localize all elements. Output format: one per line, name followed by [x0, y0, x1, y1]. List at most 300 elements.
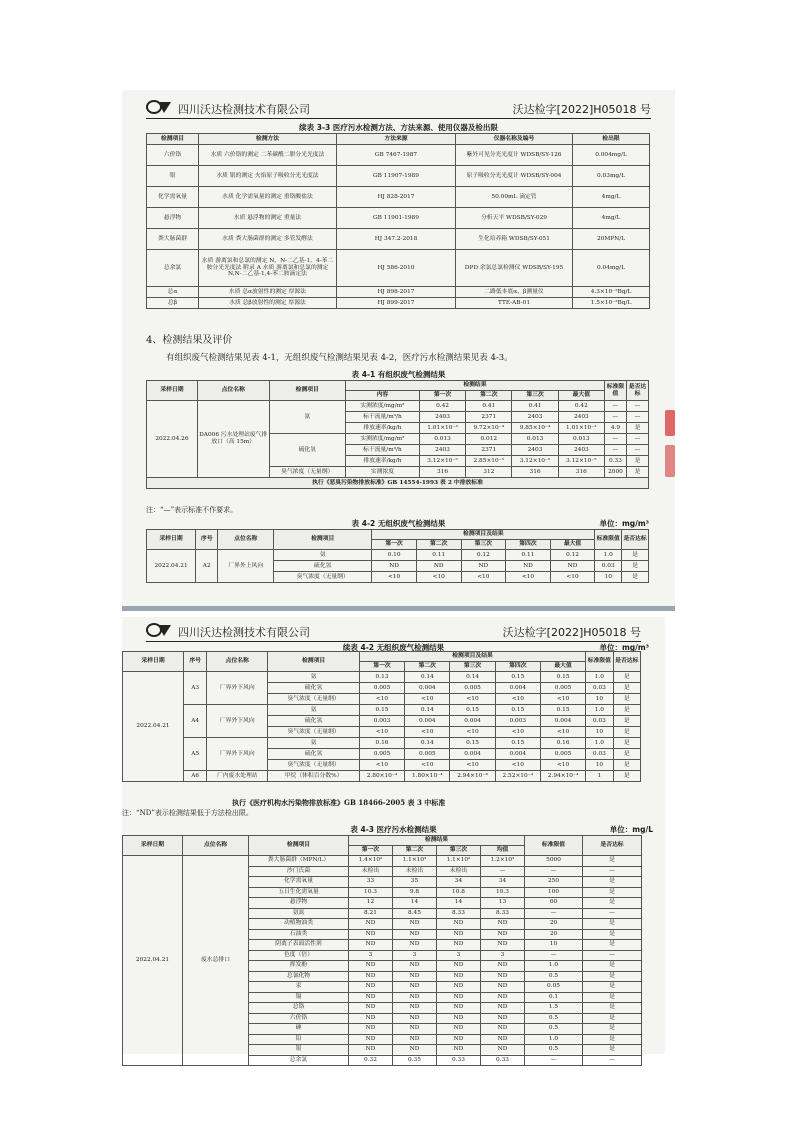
column-header: 是否达标 [583, 836, 642, 856]
item-cell: 总铬 [249, 1003, 349, 1014]
compliance-cell: 是 [613, 683, 640, 694]
item-cell: 硫化氢 [268, 716, 360, 727]
item-cell: 臭气浓度（无量纲） [268, 727, 360, 738]
column-header: 第三次 [461, 540, 506, 550]
value-cell: 0.013 [512, 434, 558, 445]
column-header: 检测结果 [349, 836, 525, 846]
value-cell: 8.33 [437, 908, 481, 919]
value-cell: 2403 [558, 412, 604, 423]
value-cell: <10 [450, 760, 495, 771]
value-cell: ND [349, 961, 393, 972]
limit-cell: 1.0 [586, 705, 613, 716]
table-row [147, 145, 650, 166]
column-header: 检测项目及结果 [359, 652, 585, 662]
value-cell: <10 [495, 727, 540, 738]
value-cell: 2371 [466, 445, 512, 456]
limit-cell: 2000 [604, 467, 626, 478]
value-cell: ND [481, 992, 525, 1003]
value-cell: 1.1×10³ [437, 856, 481, 867]
value-cell: 316 [558, 467, 604, 478]
value-cell: <10 [372, 572, 417, 583]
value-cell: ND [437, 1034, 481, 1045]
compliance-cell: 是 [583, 877, 642, 888]
instrument-cell: 生化培养箱 WDSB/SY-051 [456, 229, 573, 250]
value-cell: 34 [481, 877, 525, 888]
item-cell: 氨氮 [249, 908, 349, 919]
value-cell: ND [437, 940, 481, 951]
source-cell: GB 11901-1989 [337, 208, 456, 229]
value-cell: 1.01×10⁻³ [419, 423, 465, 434]
value-cell: 0.42 [419, 401, 465, 412]
compliance-cell: 是 [613, 727, 640, 738]
value-cell: 8.45 [393, 908, 437, 919]
compliance-cell: 是 [583, 982, 642, 993]
value-cell: 0.41 [466, 401, 512, 412]
value-cell: 0.14 [405, 705, 450, 716]
item-cell: 氨 [269, 401, 345, 434]
content-cell: 标干流量/m³/h [345, 445, 419, 456]
source-cell: GB 11907-1989 [337, 166, 456, 187]
value-cell: ND [349, 929, 393, 940]
value-cell: 0.41 [512, 401, 558, 412]
source-cell: HJ 347.2-2018 [337, 229, 456, 250]
column-header: 第二次 [416, 540, 461, 550]
compliance-cell: 是 [583, 1024, 642, 1035]
point-name-cell: 厂界外下风向 [207, 738, 268, 771]
value-cell: 8.33 [481, 908, 525, 919]
column-header: 最大值 [540, 662, 585, 672]
value-cell: ND [393, 919, 437, 930]
value-cell: ND [481, 1034, 525, 1045]
standard-footer: 执行《恶臭污染物排放标准》GB 14554-1993 表 2 中排放标准 [147, 478, 649, 489]
limit-cell: 0.03 [586, 716, 613, 727]
item-cell: 总余氯 [249, 1055, 349, 1066]
value-cell: 0.013 [419, 434, 465, 445]
column-header: 序号 [196, 530, 218, 550]
value-cell: 2403 [512, 412, 558, 423]
value-cell: 316 [419, 467, 465, 478]
value-cell: ND [393, 971, 437, 982]
value-cell: 0.35 [393, 1055, 437, 1066]
table-row [123, 705, 641, 716]
compliance-cell: 是 [613, 771, 640, 782]
company-name: 四川沃达检测技术有限公司 [178, 103, 310, 116]
value-cell: ND [349, 992, 393, 1003]
item-cell: 悬浮物 [249, 898, 349, 909]
instrument-cell: DPD 余氯总氯检测仪 WDSB/SY-195 [456, 250, 573, 287]
column-header: 检测项目 [147, 134, 199, 145]
limit-cell: 0.5 [525, 971, 583, 982]
value-cell: 未检出 [437, 866, 481, 877]
table-4-2-unit: 单位：mg/m³ [599, 519, 649, 528]
page-header [146, 621, 641, 642]
item-cell: 总α [147, 287, 199, 298]
value-cell: 0.005 [359, 749, 404, 760]
value-cell: ND [481, 1013, 525, 1024]
table-header-row [147, 134, 650, 145]
value-cell: ND [481, 940, 525, 951]
table-row [147, 287, 650, 298]
value-cell: 0.14 [405, 738, 450, 749]
value-cell: ND [349, 1034, 393, 1045]
compliance-cell: — [626, 412, 648, 423]
value-cell: 12 [349, 898, 393, 909]
document-number: 沃达检字[2022]H05018 号 [502, 626, 641, 639]
table-header-row [123, 652, 641, 662]
limit-cell: 0.5 [525, 1045, 583, 1056]
table-row [147, 401, 649, 412]
value-cell: ND [393, 1024, 437, 1035]
compliance-cell: 是 [622, 550, 649, 561]
value-cell: ND [349, 1013, 393, 1024]
limit-cell: 0.1 [525, 992, 583, 1003]
compliance-cell: — [583, 950, 642, 961]
column-header: 标准限值 [604, 381, 626, 401]
value-cell: 10.3 [349, 887, 393, 898]
limit-cell: 0.004mg/L [573, 145, 650, 166]
value-cell: <10 [405, 727, 450, 738]
value-cell: <10 [495, 760, 540, 771]
point-name-cell: 厂界外下风向 [207, 705, 268, 738]
source-cell: HJ 586-2010 [337, 250, 456, 287]
value-cell: 9.72×10⁻⁴ [466, 423, 512, 434]
table-4-3-title: 表 4-3 医疗污水检测结果 [350, 825, 437, 834]
value-cell: 2.80×10⁻⁴ [359, 771, 404, 782]
limit-cell: — [604, 401, 626, 412]
value-cell: 9.85×10⁻⁴ [512, 423, 558, 434]
item-cell: 氨 [274, 550, 372, 561]
value-cell: 1.2×10³ [481, 856, 525, 867]
table-4-2-cont-footer: 执行《医疗机构水污染物排放标准》GB 18466-2005 表 3 中标准 [232, 798, 446, 807]
table-4-2 [146, 529, 649, 583]
value-cell: 0.005 [540, 749, 585, 760]
table-header-row [123, 836, 642, 846]
value-cell: ND [437, 982, 481, 993]
value-cell: <10 [416, 572, 461, 583]
limit-cell: 1 [586, 771, 613, 782]
limit-cell: 4mg/L [573, 187, 650, 208]
value-cell: 316 [512, 467, 558, 478]
limit-cell: — [604, 412, 626, 423]
column-header: 采样日期 [147, 530, 196, 550]
value-cell: ND [481, 982, 525, 993]
value-cell: ND [393, 1034, 437, 1045]
value-cell: 1.1×10³ [393, 856, 437, 867]
instrument-cell: 分析天平 WDSB/SY-029 [456, 208, 573, 229]
limit-cell: 10 [595, 572, 622, 583]
content-cell: 排放速率/kg/h [345, 456, 419, 467]
value-cell: 1.80×10⁻⁴ [405, 771, 450, 782]
table-row [147, 550, 649, 561]
limit-cell: 1.0 [525, 961, 583, 972]
limit-cell: 250 [525, 877, 583, 888]
limit-cell: 10 [586, 694, 613, 705]
limit-cell: 60 [525, 898, 583, 909]
value-cell: ND [393, 1045, 437, 1056]
value-cell: 0.16 [359, 738, 404, 749]
content-cell: 排放速率/kg/h [345, 423, 419, 434]
value-cell: ND [393, 940, 437, 951]
content-cell: 实测浓度 [345, 467, 419, 478]
document-number: 沃达检字[2022]H05018 号 [512, 103, 651, 116]
value-cell: ND [437, 1003, 481, 1014]
value-cell: ND [349, 1024, 393, 1035]
table-4-3-unit: 单位：mg/L [609, 825, 653, 834]
value-cell: <10 [359, 760, 404, 771]
column-header: 点位名称 [183, 836, 249, 856]
value-cell: <10 [550, 572, 595, 583]
instrument-cell: 原子吸收分光光度计 WDSB/SY-004 [456, 166, 573, 187]
item-cell: 臭气浓度（无量纲） [269, 467, 345, 478]
item-cell: 臭气浓度（无量纲） [268, 694, 360, 705]
value-cell: 14 [393, 898, 437, 909]
table-4-1 [146, 380, 649, 489]
value-cell: 0.15 [495, 672, 540, 683]
item-cell: 沙门氏菌 [249, 866, 349, 877]
compliance-cell: 是 [583, 971, 642, 982]
item-cell: 氨 [268, 705, 360, 716]
value-cell: ND [393, 992, 437, 1003]
compliance-cell: 是 [583, 887, 642, 898]
table-row [123, 738, 641, 749]
value-cell: 0.33 [481, 1055, 525, 1066]
compliance-cell: 是 [613, 760, 640, 771]
column-header: 是否达标 [626, 381, 648, 401]
value-cell: 0.11 [506, 550, 551, 561]
value-cell: 0.004 [495, 683, 540, 694]
item-cell: 挥发酚 [249, 961, 349, 972]
limit-cell: 10 [586, 760, 613, 771]
table-4-2-cont-note: 注：“ND”表示检测结果低于方法检出限。 [122, 809, 253, 817]
item-cell: 粪大肠菌群 [147, 229, 199, 250]
sequence-cell: A3 [184, 672, 207, 705]
compliance-cell: 是 [583, 856, 642, 867]
limit-cell: 20 [525, 919, 583, 930]
item-cell: 粪大肠菌群（MPN/L） [249, 856, 349, 867]
value-cell: 3.12×10⁻⁵ [512, 456, 558, 467]
item-cell: 石油类 [249, 929, 349, 940]
value-cell: ND [437, 929, 481, 940]
value-cell: ND [481, 929, 525, 940]
column-header: 第三次 [437, 846, 481, 856]
column-header: 是否达标 [622, 530, 649, 550]
value-cell: 0.11 [416, 550, 461, 561]
value-cell: 0.004 [405, 683, 450, 694]
sequence-cell: A4 [184, 705, 207, 738]
limit-cell: 10 [586, 727, 613, 738]
value-cell: 3.12×10⁻⁵ [558, 456, 604, 467]
item-cell: 五日生化需氧量 [249, 887, 349, 898]
value-cell: <10 [495, 694, 540, 705]
content-cell: 标干流量/m³/h [345, 412, 419, 423]
value-cell: — [481, 866, 525, 877]
table-4-2-cont-title: 续表 4-2 无组织废气检测结果 [342, 643, 445, 652]
value-cell: 0.005 [450, 683, 495, 694]
table-row [147, 298, 650, 309]
value-cell: <10 [359, 727, 404, 738]
limit-cell: 4.3×10⁻²Bq/L [573, 287, 650, 298]
column-header: 序号 [184, 652, 207, 672]
limit-cell: 0.03 [586, 749, 613, 760]
column-header: 第一次 [419, 391, 465, 401]
item-cell: 氨 [268, 738, 360, 749]
point-name-cell: 厂界外上风向 [218, 550, 274, 583]
column-header: 检测项目 [269, 381, 345, 401]
compliance-cell: 是 [613, 749, 640, 760]
sequence-cell: A6 [184, 771, 207, 782]
value-cell: 0.13 [359, 672, 404, 683]
value-cell: 0.15 [450, 738, 495, 749]
value-cell: ND [481, 961, 525, 972]
column-header: 点位名称 [197, 381, 269, 401]
compliance-cell: 是 [622, 561, 649, 572]
limit-cell: — [604, 434, 626, 445]
table-row [123, 771, 641, 782]
table-4-1-note: 注：“—”表示标准不作要求。 [146, 506, 238, 514]
value-cell: 9.8 [393, 887, 437, 898]
column-header: 点位名称 [207, 652, 268, 672]
sequence-cell: A2 [196, 550, 218, 583]
table-row [123, 672, 641, 683]
limit-cell: 0.5 [525, 1013, 583, 1024]
value-cell: 未检出 [349, 866, 393, 877]
value-cell: ND [437, 1024, 481, 1035]
value-cell: 2.94×10⁻⁴ [450, 771, 495, 782]
value-cell: 0.004 [405, 716, 450, 727]
value-cell: <10 [450, 694, 495, 705]
value-cell: ND [481, 1045, 525, 1056]
content-cell: 实测浓度/mg/m³ [345, 401, 419, 412]
compliance-cell: 是 [613, 694, 640, 705]
item-cell: 悬浮物 [147, 208, 199, 229]
method-cell: 水质 总α放射性的测定 厚源法 [199, 287, 337, 298]
value-cell: ND [349, 971, 393, 982]
table-4-2-cont-unit: 单位：mg/m³ [599, 643, 649, 652]
value-cell: ND [393, 929, 437, 940]
compliance-cell: — [583, 866, 642, 877]
compliance-cell: 是 [613, 738, 640, 749]
item-cell: 硫化氢 [268, 749, 360, 760]
column-header: 第三次 [512, 391, 558, 401]
compliance-cell: — [583, 1055, 642, 1066]
column-header: 第三次 [450, 662, 495, 672]
value-cell: ND [481, 1024, 525, 1035]
column-header: 第二次 [393, 846, 437, 856]
value-cell: ND [437, 992, 481, 1003]
limit-cell: 20 [525, 929, 583, 940]
column-header: 第二次 [405, 662, 450, 672]
value-cell: <10 [540, 694, 585, 705]
value-cell: 2.85×10⁻⁵ [466, 456, 512, 467]
value-cell: 3 [349, 950, 393, 961]
limit-cell: 100 [525, 887, 583, 898]
value-cell: ND [461, 561, 506, 572]
value-cell: ND [416, 561, 461, 572]
sample-date-cell: 2022.04.21 [123, 672, 184, 782]
compliance-cell: 是 [583, 992, 642, 1003]
limit-cell: 1.0 [525, 1034, 583, 1045]
value-cell: ND [393, 1003, 437, 1014]
compliance-cell: 是 [626, 456, 648, 467]
limit-cell: 0.03 [595, 561, 622, 572]
value-cell: 0.15 [495, 705, 540, 716]
limit-cell: — [525, 1055, 583, 1066]
column-header: 第二次 [466, 391, 512, 401]
value-cell: 0.004 [495, 749, 540, 760]
limit-cell: 0.03mg/L [573, 166, 650, 187]
column-header: 内容 [345, 391, 419, 401]
compliance-cell: 是 [626, 423, 648, 434]
table-3-3-title: 续表 3-3 医疗污水检测方法、方法来源、使用仪器及检出限 [299, 123, 498, 132]
value-cell: ND [349, 919, 393, 930]
item-cell: 六价铬 [147, 145, 199, 166]
value-cell: <10 [540, 727, 585, 738]
source-cell: HJ 828-2017 [337, 187, 456, 208]
column-header: 检测项目 [274, 530, 372, 550]
compliance-cell: 是 [583, 1003, 642, 1014]
column-header: 标准限值 [595, 530, 622, 550]
value-cell: ND [393, 961, 437, 972]
limit-cell: 1.5 [525, 1003, 583, 1014]
compliance-cell: 是 [583, 898, 642, 909]
limit-cell: 0.33 [604, 456, 626, 467]
value-cell: ND [550, 561, 595, 572]
value-cell: 0.14 [450, 672, 495, 683]
table-row [147, 187, 650, 208]
value-cell: 2371 [466, 412, 512, 423]
value-cell: 0.004 [450, 716, 495, 727]
value-cell: 0.005 [540, 683, 585, 694]
column-header: 检测项目 [268, 652, 360, 672]
value-cell: 0.12 [461, 550, 506, 561]
limit-cell: 20MPN/L [573, 229, 650, 250]
value-cell: 未检出 [393, 866, 437, 877]
table-3-3 [146, 133, 650, 309]
compliance-cell: — [583, 908, 642, 919]
value-cell: 8.21 [349, 908, 393, 919]
value-cell: 3 [481, 950, 525, 961]
value-cell: 0.10 [372, 550, 417, 561]
value-cell: <10 [405, 694, 450, 705]
compliance-cell: 是 [613, 716, 640, 727]
limit-cell: 5000 [525, 856, 583, 867]
value-cell: ND [372, 561, 417, 572]
point-name-cell: 废水总排口 [183, 856, 249, 1066]
value-cell: ND [437, 1045, 481, 1056]
column-header: 检出限 [573, 134, 650, 145]
table-4-2-title: 表 4-2 无组织废气检测结果 [351, 519, 446, 528]
value-cell: ND [349, 982, 393, 993]
company-logo-icon [146, 99, 172, 115]
item-cell: 阴离子表面活性剂 [249, 940, 349, 951]
compliance-cell: — [626, 445, 648, 456]
limit-cell: 1.0 [586, 738, 613, 749]
column-header: 最大值 [550, 540, 595, 550]
item-cell: 镉 [249, 992, 349, 1003]
compliance-cell: 是 [583, 1045, 642, 1056]
limit-cell: 1.0 [586, 672, 613, 683]
limit-cell: 10 [525, 940, 583, 951]
value-cell: 2.52×10⁻⁴ [495, 771, 540, 782]
column-header: 检测项目及结果 [372, 530, 595, 540]
value-cell: 14 [437, 898, 481, 909]
value-cell: 1.4×10³ [349, 856, 393, 867]
item-cell: 汞 [249, 982, 349, 993]
point-name-cell: 厂内废水处理站 [207, 771, 268, 782]
item-cell: 总β [147, 298, 199, 309]
limit-cell: 0.04mg/L [573, 250, 650, 287]
item-cell: 化学需氧量 [147, 187, 199, 208]
